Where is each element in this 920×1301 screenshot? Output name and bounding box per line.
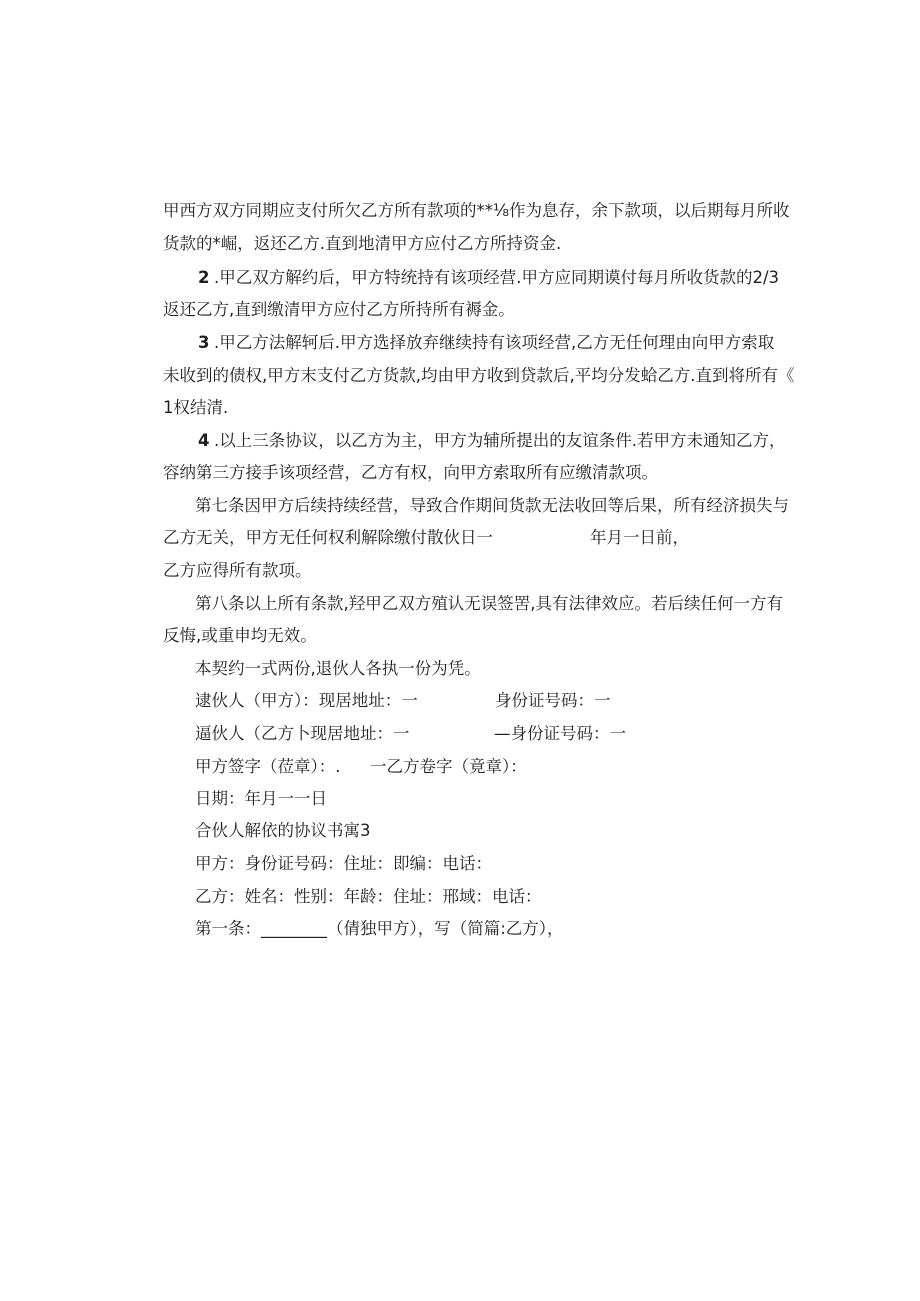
text-line: 1权结清. [163,398,229,417]
section-heading: 合伙人解依的协议书寓3 [195,821,371,840]
text-line: 一乙方卷字（竟章）： [370,757,527,776]
text-line: 货款的*崛，返还乙方.直到地清甲方应付乙方所持资金. [163,234,562,253]
text-line: 日期：年月一一日 [195,789,327,808]
text-line: 甲方：身份证号码：住址：即编：电话： [195,854,492,873]
text-line: 第七条因甲方后续持续经营，导致合作期间货款无法收回等后果，所有经济损失与 [195,496,789,515]
item-number: 2 [198,268,210,287]
text-line: 返还乙方,直到缴清甲方应付乙方所持所有褥金。 [163,300,515,319]
text-line: —身份证号码：一 [494,724,626,743]
text-line: 第一条：________（倩独甲方），写（简篇:乙方）， [195,919,564,938]
text-line: 第八条以上所有条款,羟甲乙双方殖认无误签罟,具有法律效应。若后续任何一方有 [195,594,783,613]
text-line: 本契约一式两份,退伙人各执一份为凭。 [195,659,481,678]
text-line: .甲乙方法解轲后.甲方选择放弃继续持有该项经营,乙方无任何理由向甲方索取 [214,333,775,352]
text-line: 逼伙人（乙方卜现居地址：一 [195,724,410,743]
text-line: .以上三条协议，以乙方为主，甲方为辅所提出的友谊条件.若甲方未通知乙方， [214,431,786,450]
text-line: 乙方：姓名：性别：年龄：住址：邢域：电话： [195,887,542,906]
text-line: .甲乙双方解约后，甲方特统持有该项经营.甲方应同期谟付每月所收货款的2/3 [214,268,780,287]
item-number: 3 [198,333,210,352]
text-line: 容纳第三方接手该项经营，乙方有权，向甲方索取所有应缴清款项。 [163,463,658,482]
text-line: 未收到的债权,甲方末支付乙方货款,均由甲方收到贷款后,平均分发蛤乙方.直到将所有《 [163,366,795,385]
text-line: 逮伙人（甲方）：现居地址：一 [195,691,418,710]
text-line: 年月一日前， [590,528,689,547]
text-line: 乙方应得所有款项。 [163,561,312,580]
text-line: 反悔,或重申均无效。 [163,626,317,645]
item-number: 4 [198,431,210,450]
text-line: 乙方无关，甲方无任何权利解除缴付散伙日一 [163,528,493,547]
text-line: 甲西方双方同期应支付所欠乙方所有款项的**⅛作为息存，余下款项，以后期每月所收 [163,201,790,220]
text-line: 甲方签字（莅章）：. [195,757,341,776]
text-line: 身份证号码：一 [495,691,611,710]
